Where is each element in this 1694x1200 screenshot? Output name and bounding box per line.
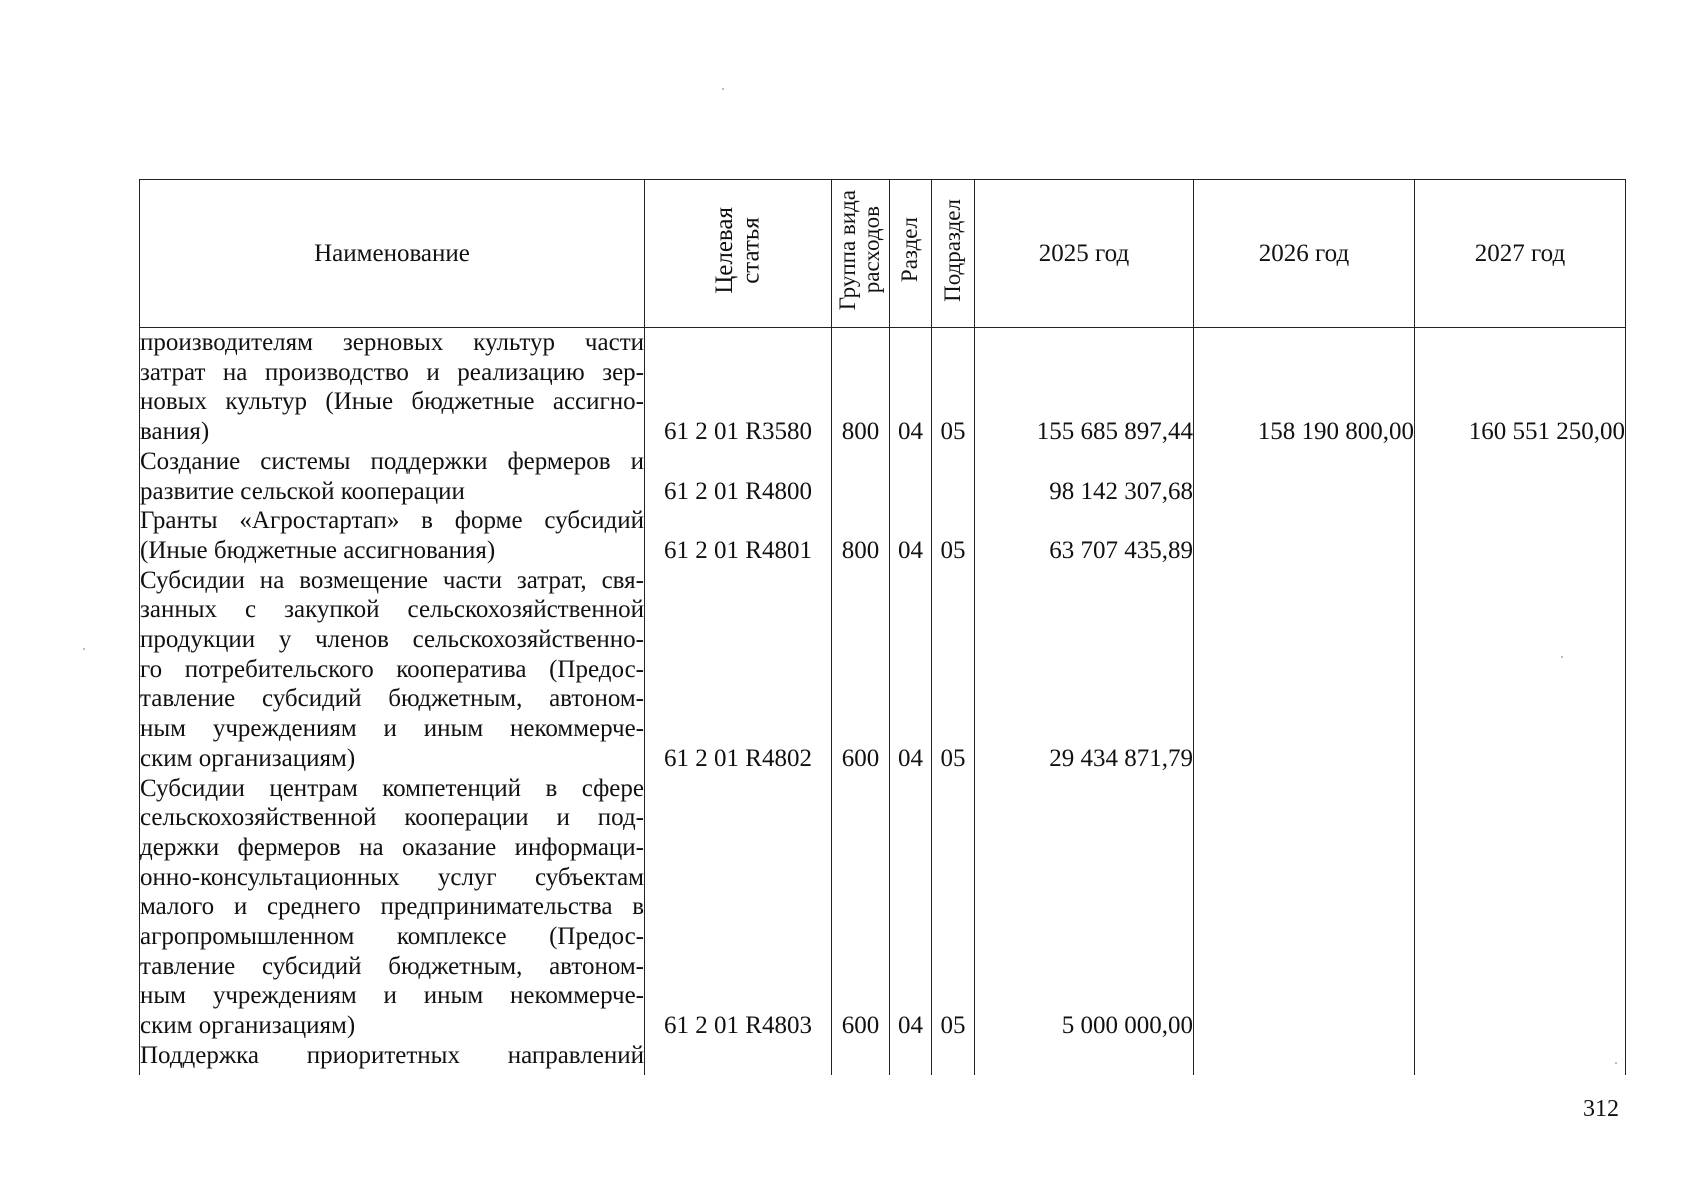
row-subsection <box>932 447 975 506</box>
row-name: Поддержка приоритетных направлений <box>140 1041 645 1075</box>
row-amount-2025: 5 000 000,00 <box>975 774 1194 1041</box>
row-target-article: 61 2 01 R4802 <box>645 566 832 774</box>
row-section <box>890 1041 932 1075</box>
header-subsection: Подраздел <box>932 180 975 328</box>
row-amount-2027: 160 551 250,00 <box>1415 328 1626 447</box>
scan-speck <box>83 648 85 650</box>
row-amount-2026 <box>1194 1041 1415 1075</box>
row-amount-2025 <box>975 1041 1194 1075</box>
row-section: 04 <box>890 328 932 447</box>
row-amount-2027 <box>1415 566 1626 774</box>
row-amount-2026 <box>1194 774 1415 1041</box>
row-subsection <box>932 1041 975 1075</box>
row-amount-2026: 158 190 800,00 <box>1194 328 1415 447</box>
page-number: 312 <box>1583 1096 1619 1122</box>
header-2026: 2026 год <box>1194 180 1415 328</box>
row-expense-group: 800 <box>832 506 890 565</box>
header-expense-group: Группа вида расходов <box>832 180 890 328</box>
table-row <box>140 566 1626 774</box>
row-target-article <box>645 1041 832 1075</box>
row-subsection: 05 <box>932 566 975 774</box>
row-amount-2026 <box>1194 447 1415 506</box>
row-amount-2027 <box>1415 447 1626 506</box>
row-expense-group <box>832 1041 890 1075</box>
row-amount-2027 <box>1415 774 1626 1041</box>
row-target-article: 61 2 01 R4800 <box>645 447 832 506</box>
row-subsection: 05 <box>932 328 975 447</box>
row-name: Субсидии на возмещение части затрат, свя- занных с закупкой сельскохозяйственной продукции у членов сельскохозяйственно- го потребительского кооператива (Предос- тавление субсидий бюджетным, автоном- ным учреждениям и иным некоммерче- ским организациям) <box>140 566 644 772</box>
header-target-article: Целевая статья <box>645 180 832 328</box>
row-amount-2027 <box>1415 506 1626 565</box>
header-name: Наименование <box>140 180 645 328</box>
header-2025: 2025 год <box>975 180 1194 328</box>
row-expense-group: 800 <box>832 328 890 447</box>
row-target-article: 61 2 01 R3580 <box>645 328 832 447</box>
header-2027: 2027 год <box>1415 180 1626 328</box>
scan-speck <box>722 88 724 90</box>
row-amount-2025: 98 142 307,68 <box>975 447 1194 506</box>
table-row <box>140 328 1626 447</box>
table-row <box>140 447 1626 506</box>
budget-table <box>139 179 1626 1075</box>
row-section: 04 <box>890 506 932 565</box>
table-row <box>140 774 1626 1041</box>
row-target-article: 61 2 01 R4801 <box>645 506 832 565</box>
row-section: 04 <box>890 774 932 1041</box>
row-expense-group: 600 <box>832 774 890 1041</box>
row-name: Гранты «Агростартап» в форме субсидий (Иные бюджетные ассигнования) <box>140 507 644 564</box>
table-header-row <box>140 180 1626 328</box>
row-amount-2025: 155 685 897,44 <box>975 328 1194 447</box>
row-expense-group <box>832 447 890 506</box>
table-row <box>140 506 1626 565</box>
row-amount-2025: 29 434 871,79 <box>975 566 1194 774</box>
row-subsection: 05 <box>932 774 975 1041</box>
row-amount-2026 <box>1194 566 1415 774</box>
row-name: Создание системы поддержки фермеров и развитие сельской кооперации <box>140 447 644 505</box>
row-amount-2026 <box>1194 506 1415 565</box>
row-amount-2025: 63 707 435,89 <box>975 506 1194 565</box>
row-section: 04 <box>890 566 932 774</box>
row-section <box>890 447 932 506</box>
header-section: Раздел <box>890 180 932 328</box>
row-amount-2027 <box>1415 1041 1626 1075</box>
row-name: Субсидии центрам компетенций в сфере сельскохозяйственной кооперации и под- держки фермеров на оказание информаци- онно-консультационных услуг субъектам малого и среднего предпринимательства в агропромышленном комплексе (Предос- тавление субсидий бюджетным, автоном- ным учреждениям и иным некоммерче- ским организациям) <box>140 774 644 1040</box>
table-row <box>140 1041 1626 1075</box>
row-name: производителям зерновых культур части затрат на производство и реализацию зер- новых культур (Иные бюджетные ассигно- вания) <box>140 329 644 446</box>
row-target-article: 61 2 01 R4803 <box>645 774 832 1041</box>
row-expense-group: 600 <box>832 566 890 774</box>
row-subsection: 05 <box>932 506 975 565</box>
